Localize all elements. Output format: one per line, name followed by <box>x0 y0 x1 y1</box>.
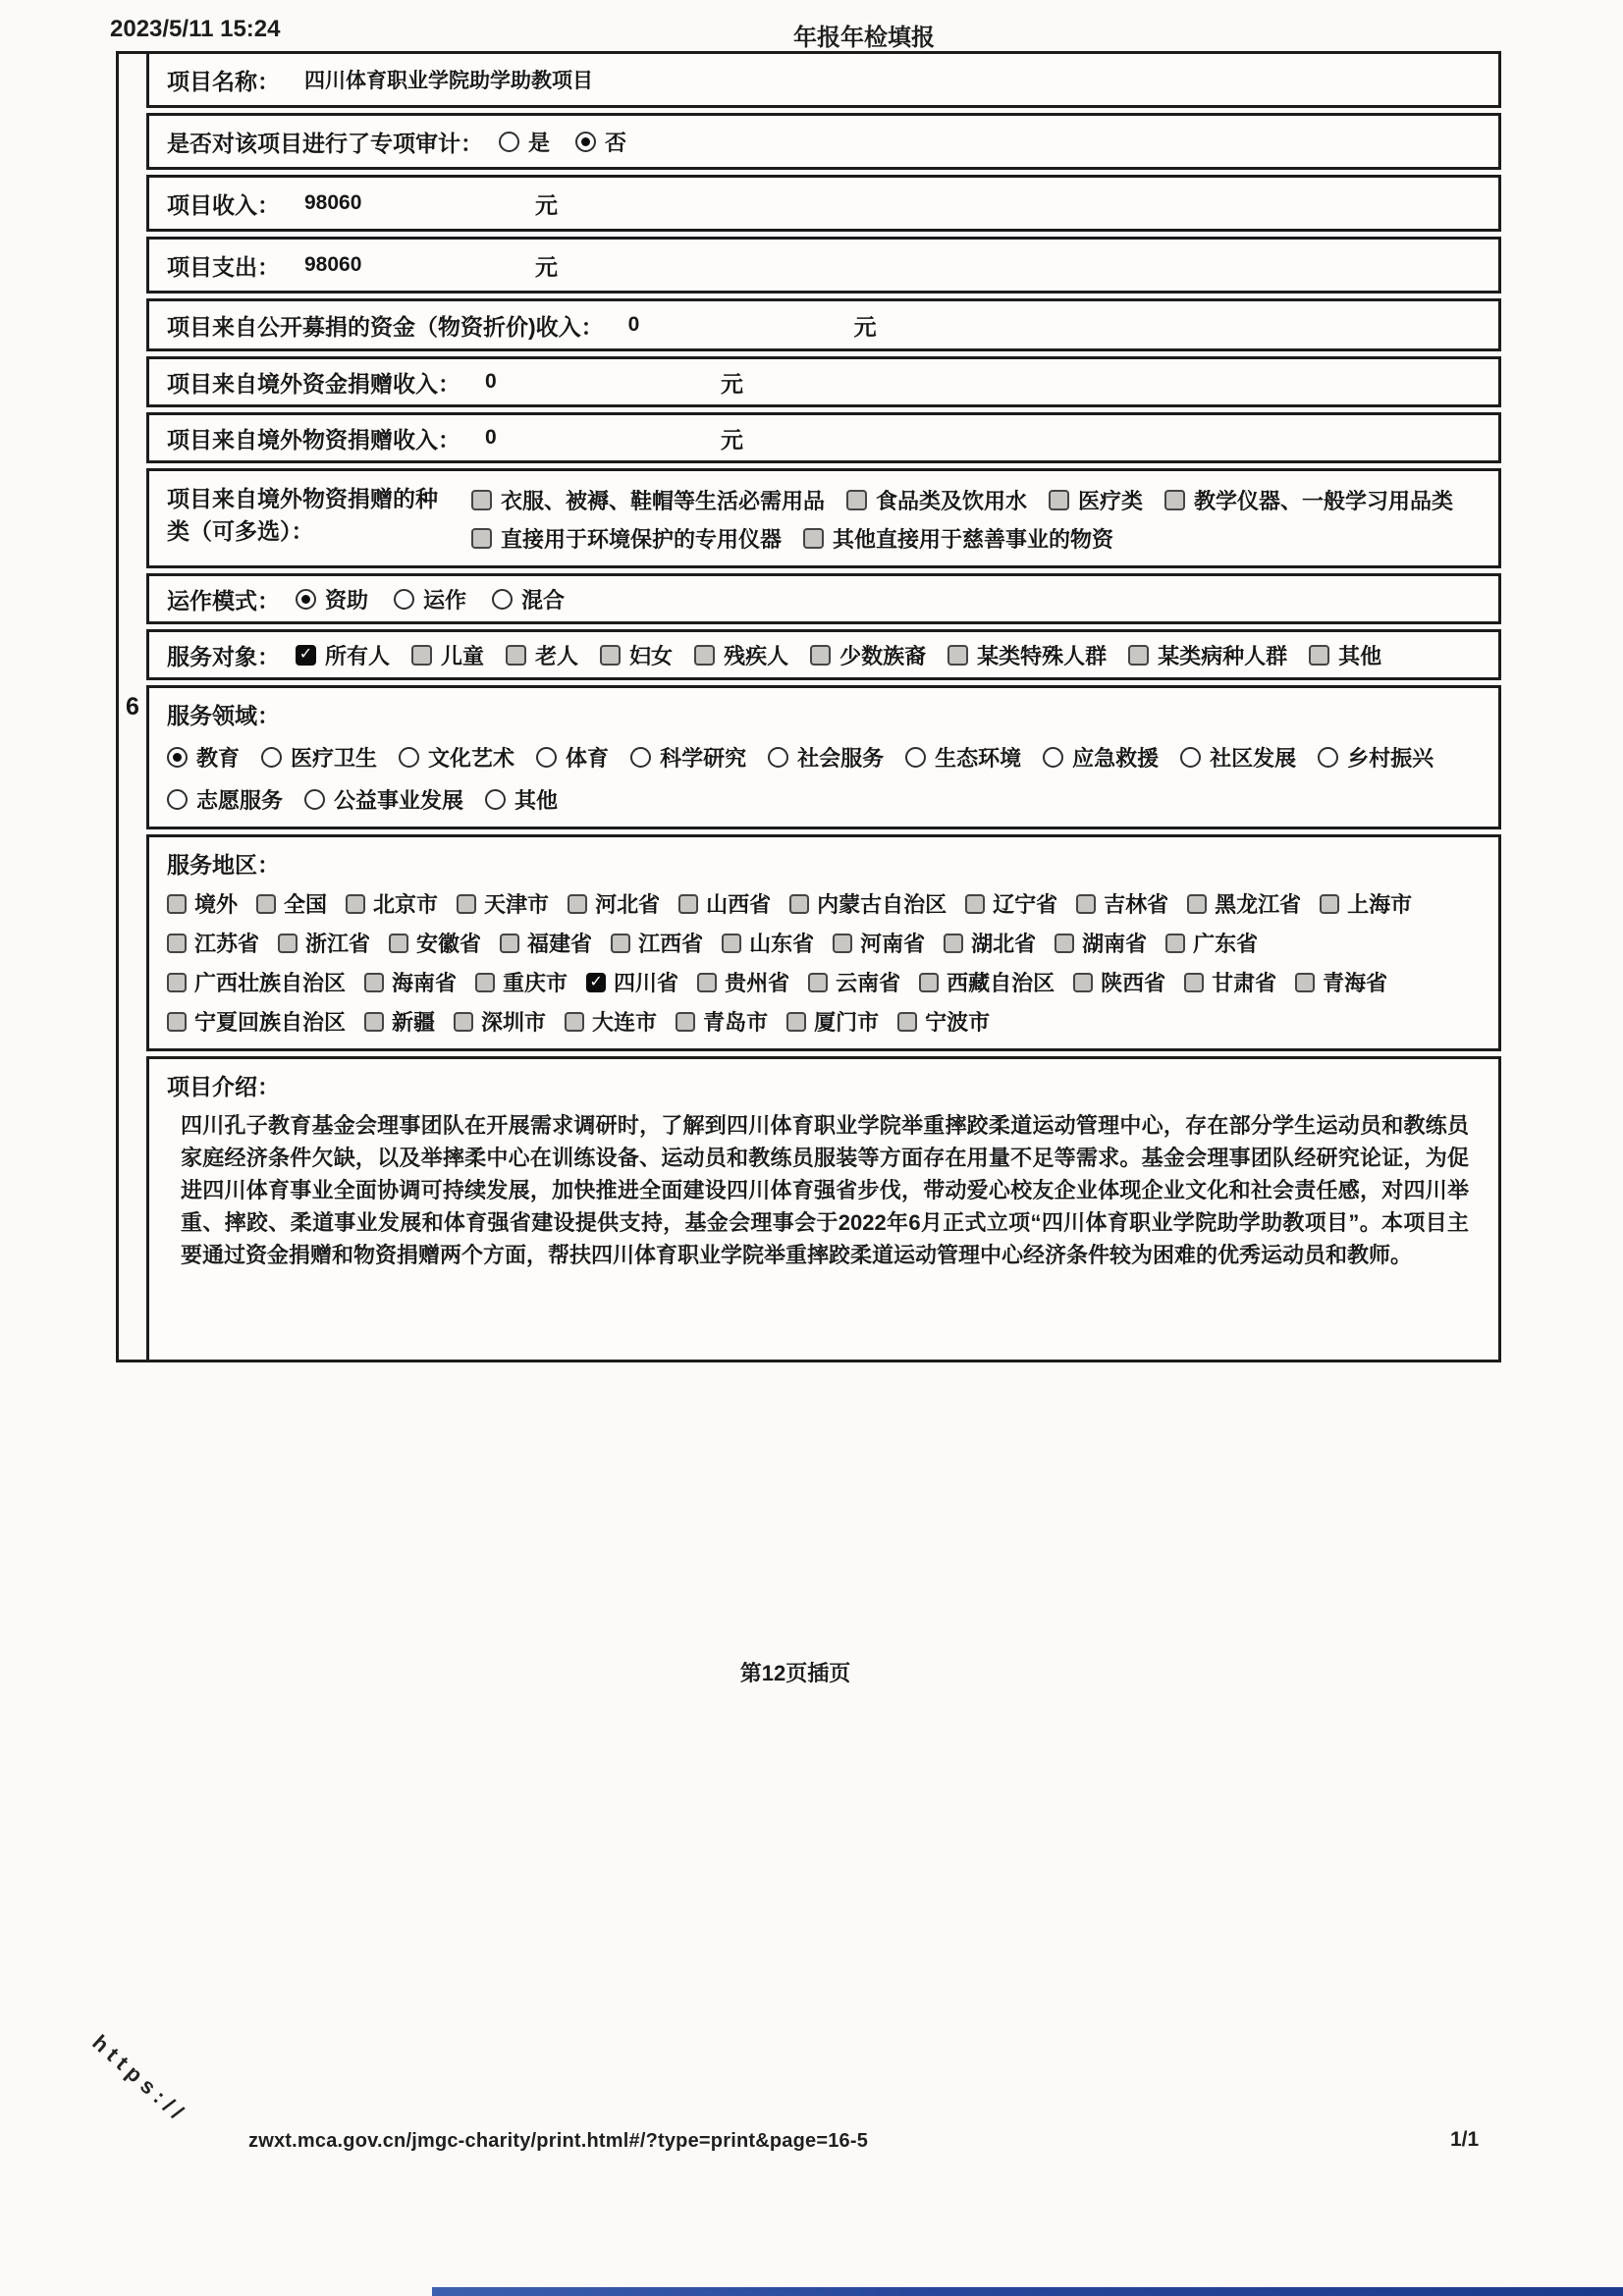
option-label: 医疗卫生 <box>291 746 378 771</box>
project-expense-value: 98060 <box>304 253 362 276</box>
goods-types-line-2 <box>471 523 1475 554</box>
checkbox-unchecked-icon[interactable] <box>789 894 809 914</box>
overseas-goods-income-label: 项目来自境外物资捐赠收入： <box>167 426 460 453</box>
option-label: 西藏自治区 <box>947 971 1055 995</box>
option-label: 运作 <box>423 587 467 613</box>
option-label: 安徽省 <box>416 932 482 956</box>
checkbox-option-厦门市[interactable] <box>786 1006 879 1037</box>
checkbox-unchecked-icon[interactable] <box>506 645 526 666</box>
checkbox-option-山东省[interactable] <box>722 928 814 958</box>
checkbox-option-其他直接用于慈善事业的物资[interactable] <box>803 523 1113 554</box>
checkbox-option-食品类及饮用水[interactable] <box>846 485 1027 515</box>
option-label: 甘肃省 <box>1212 971 1277 995</box>
checkbox-option-直接用于环境保护的专用仪器[interactable] <box>471 523 782 554</box>
project-name-label: 项目名称： <box>167 68 280 94</box>
public-donation-income-unit: 元 <box>853 313 877 340</box>
option-label: 厦门市 <box>814 1010 880 1035</box>
checkbox-option-辽宁省[interactable] <box>965 888 1057 919</box>
option-label: 北京市 <box>373 892 439 917</box>
checkbox-option-湖北省[interactable] <box>944 928 1036 958</box>
radio-unchecked-icon[interactable] <box>768 747 788 768</box>
checkbox-option-湖南省[interactable] <box>1055 928 1147 958</box>
row-service-regions <box>146 834 1501 1051</box>
checkbox-option-陕西省[interactable] <box>1073 967 1165 997</box>
option-label: 吉林省 <box>1104 892 1169 917</box>
option-label: 山东省 <box>749 932 815 956</box>
option-label: 陕西省 <box>1101 971 1166 995</box>
form-table <box>116 51 1504 1362</box>
footer-url-prefix: https:// <box>87 2030 193 2128</box>
row-project-income <box>146 175 1501 232</box>
option-label: 浙江省 <box>305 932 371 956</box>
radio-unchecked-icon[interactable] <box>905 747 926 768</box>
checkbox-unchecked-icon[interactable] <box>1128 645 1149 666</box>
radio-unchecked-icon[interactable] <box>499 132 519 152</box>
radio-unchecked-icon[interactable] <box>1043 747 1063 768</box>
checkbox-unchecked-icon[interactable] <box>346 894 365 914</box>
project-intro-text: 四川孔子教育基金会理事团队在开展需求调研时，了解到四川体育职业学院举重摔跤柔道运动管理中心，存在部分学生运动员和教练员家庭经济条件欠缺，以及举摔柔中心在训练设备、运动员和教练员服装等方面存在用量不足等需求。基金会理事团队经研究论证，为促进四川体育事业全面协调可持续发展，加快推进全面建设四川体育强省步伐，带动爱心校友企业体现企业文化和社会责任感，对四川举重、摔跤、柔道事业发展和体育强省建设提供支持，基金会理事会于2022年6月正式立项“四川体育职业学院助学助教项目”。本项目主要通过资金捐赠和物资捐赠两个方面，帮扶四川体育职业学院举重摔跤柔道运动管理中心经济条件较为困难的优秀运动员和教师。 <box>181 1113 1469 1267</box>
radio-unchecked-icon[interactable] <box>485 789 506 810</box>
service-regions-options-4 <box>167 1006 1008 1037</box>
option-label: 妇女 <box>629 643 674 668</box>
option-label: 科学研究 <box>660 746 747 771</box>
radio-option-教育[interactable] <box>167 742 240 773</box>
row-project-intro <box>146 1056 1501 1362</box>
option-label: 天津市 <box>484 892 550 917</box>
option-label: 儿童 <box>441 643 485 668</box>
row-overseas-goods-types <box>146 468 1501 568</box>
checkbox-unchecked-icon[interactable] <box>1055 934 1074 953</box>
radio-unchecked-icon[interactable] <box>1318 747 1338 768</box>
radio-option-否[interactable] <box>575 127 626 157</box>
checkbox-unchecked-icon[interactable] <box>611 934 630 953</box>
row-service-fields <box>146 685 1501 829</box>
radio-option-生态环境[interactable] <box>905 742 1021 773</box>
radio-option-科学研究[interactable] <box>630 742 746 773</box>
option-label: 是 <box>528 130 551 155</box>
special-audit-options <box>499 127 652 157</box>
operation-mode-label: 运作模式： <box>167 587 280 614</box>
checkbox-option-河南省[interactable] <box>833 928 925 958</box>
checkbox-option-甘肃省[interactable] <box>1184 967 1276 997</box>
option-label: 江西省 <box>638 932 704 956</box>
service-targets-label: 服务对象： <box>167 643 280 669</box>
checkbox-unchecked-icon[interactable] <box>786 1012 806 1032</box>
row-project-name <box>146 51 1501 108</box>
option-label: 志愿服务 <box>196 788 284 813</box>
radio-option-医疗卫生[interactable] <box>261 742 377 773</box>
checkbox-option-天津市[interactable] <box>457 888 549 919</box>
form-rows <box>146 51 1501 1362</box>
checkbox-option-儿童[interactable] <box>411 640 484 670</box>
checkbox-option-广东省[interactable] <box>1165 928 1258 958</box>
checkbox-unchecked-icon[interactable] <box>1309 645 1329 666</box>
checkbox-unchecked-icon[interactable] <box>167 973 187 992</box>
option-label: 山西省 <box>706 892 772 917</box>
service-regions-options-1 <box>167 888 1431 919</box>
row-service-targets <box>146 629 1501 680</box>
radio-option-乡村振兴[interactable] <box>1318 742 1434 773</box>
overseas-fund-income-unit: 元 <box>721 370 743 397</box>
checkbox-option-少数族裔[interactable] <box>810 640 926 670</box>
checkbox-unchecked-icon[interactable] <box>722 934 741 953</box>
row-project-expense <box>146 237 1501 294</box>
option-label: 江苏省 <box>194 932 260 956</box>
radio-unchecked-icon[interactable] <box>492 589 513 610</box>
option-label: 青海省 <box>1323 971 1388 995</box>
option-label: 所有人 <box>325 643 391 668</box>
radio-unchecked-icon[interactable] <box>1180 747 1201 768</box>
checkbox-option-全国[interactable] <box>256 888 327 919</box>
checkbox-unchecked-icon[interactable] <box>565 1012 584 1032</box>
checkbox-unchecked-icon[interactable] <box>897 1012 917 1032</box>
service-regions-line-3 <box>167 967 1487 997</box>
option-label: 宁波市 <box>925 1010 991 1035</box>
radio-unchecked-icon[interactable] <box>399 747 419 768</box>
checkbox-unchecked-icon[interactable] <box>600 645 621 666</box>
option-label: 否 <box>605 130 627 155</box>
checkbox-option-上海市[interactable] <box>1320 888 1412 919</box>
option-label: 湖北省 <box>971 932 1037 956</box>
option-label: 全国 <box>284 892 328 917</box>
option-label: 内蒙古自治区 <box>817 892 947 917</box>
public-donation-income-label: 项目来自公开募捐的资金（物资折价)收入： <box>167 313 604 340</box>
project-expense-unit: 元 <box>535 253 558 280</box>
service-targets-options <box>296 640 1403 670</box>
option-label: 湖南省 <box>1082 932 1148 956</box>
radio-option-应急救援[interactable] <box>1043 742 1159 773</box>
service-regions-options-2 <box>167 928 1276 958</box>
project-income-label: 项目收入： <box>167 191 280 218</box>
checkbox-option-医疗类[interactable] <box>1049 485 1143 515</box>
checkbox-option-安徽省[interactable] <box>389 928 481 958</box>
service-regions-line-4 <box>167 1006 1487 1037</box>
checkbox-unchecked-icon[interactable] <box>1164 490 1185 510</box>
radio-option-公益事业发展[interactable] <box>304 784 463 815</box>
checkbox-option-西藏自治区[interactable] <box>919 967 1055 997</box>
option-label: 境外 <box>194 892 239 917</box>
radio-unchecked-icon[interactable] <box>536 747 557 768</box>
option-label: 公益事业发展 <box>334 788 464 813</box>
radio-option-社区发展[interactable] <box>1180 742 1296 773</box>
checkbox-unchecked-icon[interactable] <box>454 1012 473 1032</box>
overseas-fund-income-label: 项目来自境外资金捐赠收入： <box>167 370 460 397</box>
service-fields-options-1 <box>167 742 1455 773</box>
checkbox-unchecked-icon[interactable] <box>500 934 519 953</box>
checkbox-unchecked-icon[interactable] <box>1073 973 1093 992</box>
option-label: 教学仪器、一般学习用品类 <box>1194 489 1454 513</box>
option-label: 应急救援 <box>1072 746 1160 771</box>
checkbox-unchecked-icon[interactable] <box>457 894 476 914</box>
service-fields-line-1 <box>167 742 1487 773</box>
option-label: 深圳市 <box>481 1010 547 1035</box>
overseas-goods-types-options <box>456 485 1475 554</box>
checkbox-option-深圳市[interactable] <box>454 1006 546 1037</box>
option-label: 衣服、被褥、鞋帽等生活必需用品 <box>501 489 826 513</box>
row-overseas-goods-income <box>146 412 1501 463</box>
checkbox-unchecked-icon[interactable] <box>676 1012 695 1032</box>
checkbox-unchecked-icon[interactable] <box>278 934 298 953</box>
scan-edge-artifact <box>432 2287 1623 2296</box>
option-label: 直接用于环境保护的专用仪器 <box>501 527 783 552</box>
radio-option-资助[interactable] <box>296 584 368 614</box>
option-label: 广东省 <box>1193 932 1259 956</box>
option-label: 文化艺术 <box>428 746 515 771</box>
service-regions-options-3 <box>167 967 1406 997</box>
radio-option-志愿服务[interactable] <box>167 784 283 815</box>
checkbox-option-山西省[interactable] <box>678 888 771 919</box>
row-special-audit <box>146 113 1501 170</box>
option-label: 贵州省 <box>725 971 790 995</box>
option-label: 黑龙江省 <box>1215 892 1302 917</box>
option-label: 某类特殊人群 <box>977 643 1108 668</box>
radio-unchecked-icon[interactable] <box>394 589 414 610</box>
option-label: 医疗类 <box>1078 489 1144 513</box>
option-label: 乡村振兴 <box>1347 746 1434 771</box>
checkbox-option-境外[interactable] <box>167 888 238 919</box>
option-label: 河北省 <box>595 892 661 917</box>
service-regions-label: 服务地区： <box>167 852 280 878</box>
checkbox-option-贵州省[interactable] <box>697 967 789 997</box>
print-timestamp: 2023/5/11 15:24 <box>110 16 281 42</box>
checkbox-unchecked-icon[interactable] <box>364 1012 384 1032</box>
option-label: 其他 <box>1338 643 1382 668</box>
page-indicator: 1/1 <box>1450 2128 1480 2151</box>
service-regions-line-1 <box>167 888 1487 919</box>
checkbox-option-云南省[interactable] <box>808 967 900 997</box>
option-label: 老人 <box>535 643 579 668</box>
checkbox-option-某类特殊人群[interactable] <box>947 640 1107 670</box>
radio-unchecked-icon[interactable] <box>167 789 188 810</box>
checkbox-option-福建省[interactable] <box>500 928 592 958</box>
option-label: 宁夏回族自治区 <box>194 1010 347 1035</box>
checkbox-unchecked-icon[interactable] <box>411 645 432 666</box>
checkbox-option-青海省[interactable] <box>1295 967 1387 997</box>
radio-unchecked-icon[interactable] <box>630 747 651 768</box>
radio-checked-icon[interactable] <box>167 747 188 768</box>
option-label: 少数族裔 <box>839 643 927 668</box>
operation-mode-options <box>296 584 590 614</box>
checkbox-option-浙江省[interactable] <box>278 928 370 958</box>
checkbox-unchecked-icon[interactable] <box>389 934 408 953</box>
checkbox-option-妇女[interactable] <box>600 640 673 670</box>
radio-option-社会服务[interactable] <box>768 742 884 773</box>
checkbox-unchecked-icon[interactable] <box>833 934 852 953</box>
option-label: 食品类及饮用水 <box>876 489 1028 513</box>
option-label: 其他直接用于慈善事业的物资 <box>833 527 1114 552</box>
row-operation-mode <box>146 573 1501 624</box>
option-label: 残疾人 <box>724 643 789 668</box>
checkbox-option-四川省[interactable] <box>586 967 678 997</box>
checkbox-option-黑龙江省[interactable] <box>1187 888 1301 919</box>
goods-types-line-1 <box>471 485 1475 515</box>
option-label: 广西壮族自治区 <box>194 971 347 995</box>
checkbox-unchecked-icon[interactable] <box>678 894 698 914</box>
option-label: 社会服务 <box>797 746 885 771</box>
checkbox-unchecked-icon[interactable] <box>965 894 985 914</box>
service-fields-options-2 <box>167 784 579 815</box>
checkbox-unchecked-icon[interactable] <box>694 645 715 666</box>
option-label: 生态环境 <box>935 746 1022 771</box>
option-label: 大连市 <box>592 1010 658 1035</box>
checkbox-unchecked-icon[interactable] <box>846 490 867 510</box>
checkbox-unchecked-icon[interactable] <box>810 645 831 666</box>
checkbox-option-残疾人[interactable] <box>694 640 788 670</box>
checkbox-unchecked-icon[interactable] <box>471 490 492 510</box>
option-label: 福建省 <box>527 932 593 956</box>
checkbox-option-青岛市[interactable] <box>676 1006 768 1037</box>
radio-option-其他[interactable] <box>485 784 558 815</box>
checkbox-unchecked-icon[interactable] <box>167 934 187 953</box>
checkbox-option-吉林省[interactable] <box>1076 888 1168 919</box>
checkbox-option-其他[interactable] <box>1309 640 1381 670</box>
checkbox-option-广西壮族自治区[interactable] <box>167 967 346 997</box>
project-name-value: 四川体育职业学院助学助教项目 <box>304 70 593 92</box>
option-label: 其他 <box>514 788 559 813</box>
row-overseas-fund-income <box>146 356 1501 407</box>
checkbox-option-所有人[interactable] <box>296 640 390 670</box>
radio-option-混合[interactable] <box>492 584 565 614</box>
checkbox-unchecked-icon[interactable] <box>167 894 187 914</box>
service-regions-line-2 <box>167 928 1487 958</box>
checkbox-unchecked-icon[interactable] <box>256 894 276 914</box>
checkbox-unchecked-icon[interactable] <box>167 1012 187 1032</box>
checkbox-unchecked-icon[interactable] <box>1187 894 1207 914</box>
option-label: 云南省 <box>836 971 901 995</box>
radio-option-运作[interactable] <box>394 584 466 614</box>
project-income-value: 98060 <box>304 191 362 214</box>
service-fields-line-2 <box>167 784 1487 815</box>
checkbox-unchecked-icon[interactable] <box>1295 973 1315 992</box>
checkbox-option-重庆市[interactable] <box>475 967 568 997</box>
checkbox-unchecked-icon[interactable] <box>808 973 828 992</box>
option-label: 资助 <box>325 587 369 613</box>
checkbox-unchecked-icon[interactable] <box>1165 934 1185 953</box>
checkbox-unchecked-icon[interactable] <box>475 973 495 992</box>
option-label: 某类病种人群 <box>1158 643 1288 668</box>
option-label: 河南省 <box>860 932 926 956</box>
checkbox-unchecked-icon[interactable] <box>1320 894 1339 914</box>
checkbox-unchecked-icon[interactable] <box>471 528 492 549</box>
option-label: 辽宁省 <box>993 892 1058 917</box>
checkbox-option-宁波市[interactable] <box>897 1006 990 1037</box>
option-label: 上海市 <box>1347 892 1413 917</box>
checkbox-checked-icon[interactable]: ✓ <box>296 645 316 666</box>
row-number-cell: 6 <box>116 51 146 1362</box>
checkbox-unchecked-icon[interactable] <box>364 973 384 992</box>
radio-option-体育[interactable] <box>536 742 609 773</box>
overseas-goods-income-unit: 元 <box>721 426 743 453</box>
radio-checked-icon[interactable] <box>575 132 596 152</box>
checkbox-unchecked-icon[interactable] <box>1049 490 1069 510</box>
checkbox-unchecked-icon[interactable] <box>1184 973 1204 992</box>
option-label: 教育 <box>196 746 241 771</box>
checkbox-unchecked-icon[interactable] <box>697 973 717 992</box>
checkbox-option-衣服、被褥、鞋帽等生活必需用品[interactable] <box>471 485 825 515</box>
checkbox-option-新疆[interactable] <box>364 1006 435 1037</box>
checkbox-checked-icon[interactable]: ✓ <box>586 973 606 992</box>
checkbox-unchecked-icon[interactable] <box>1076 894 1096 914</box>
checkbox-unchecked-icon[interactable] <box>568 894 587 914</box>
option-label: 混合 <box>521 587 566 613</box>
project-intro-label: 项目介绍： <box>167 1074 280 1099</box>
checkbox-unchecked-icon[interactable] <box>803 528 824 549</box>
checkbox-option-大连市[interactable] <box>565 1006 657 1037</box>
insert-page-note: 第12页插页 <box>739 1661 851 1685</box>
option-label: 青岛市 <box>703 1010 769 1035</box>
project-income-unit: 元 <box>535 191 558 218</box>
option-label: 海南省 <box>392 971 458 995</box>
overseas-goods-types-label: 项目来自境外物资捐赠的种类（可多选）： <box>167 486 438 544</box>
option-label: 四川省 <box>614 971 679 995</box>
option-label: 社区发展 <box>1210 746 1297 771</box>
checkbox-option-海南省[interactable] <box>364 967 457 997</box>
overseas-fund-income-value: 0 <box>485 370 497 393</box>
radio-checked-icon[interactable] <box>296 589 316 610</box>
checkbox-option-宁夏回族自治区[interactable] <box>167 1006 346 1037</box>
checkbox-option-某类病种人群[interactable] <box>1128 640 1287 670</box>
project-expense-label: 项目支出： <box>167 253 280 280</box>
option-label: 体育 <box>566 746 610 771</box>
checkbox-option-河北省[interactable] <box>568 888 660 919</box>
row-public-donation-income <box>146 298 1501 351</box>
special-audit-label: 是否对该项目进行了专项审计： <box>167 130 483 156</box>
checkbox-option-北京市[interactable] <box>346 888 438 919</box>
radio-unchecked-icon[interactable] <box>261 747 282 768</box>
service-fields-label: 服务领域： <box>167 703 280 728</box>
public-donation-income-value: 0 <box>627 313 640 336</box>
checkbox-unchecked-icon[interactable] <box>947 645 968 666</box>
checkbox-unchecked-icon[interactable] <box>919 973 939 992</box>
option-label: 新疆 <box>392 1010 436 1035</box>
checkbox-option-老人[interactable] <box>506 640 578 670</box>
footer-url: zwxt.mca.gov.cn/jmgc-charity/print.html#/?type=print&page=16-5 <box>248 2130 869 2152</box>
page-title: 年报年检填报 <box>793 25 935 51</box>
option-label: 重庆市 <box>503 971 568 995</box>
checkbox-option-江苏省[interactable] <box>167 928 259 958</box>
checkbox-option-内蒙古自治区[interactable] <box>789 888 947 919</box>
checkbox-option-江西省[interactable] <box>611 928 703 958</box>
radio-option-是[interactable] <box>499 127 550 157</box>
radio-option-文化艺术[interactable] <box>399 742 514 773</box>
checkbox-unchecked-icon[interactable] <box>944 934 963 953</box>
overseas-goods-income-value: 0 <box>485 426 497 449</box>
radio-unchecked-icon[interactable] <box>304 789 325 810</box>
checkbox-option-教学仪器、一般学习用品类[interactable] <box>1164 485 1453 515</box>
